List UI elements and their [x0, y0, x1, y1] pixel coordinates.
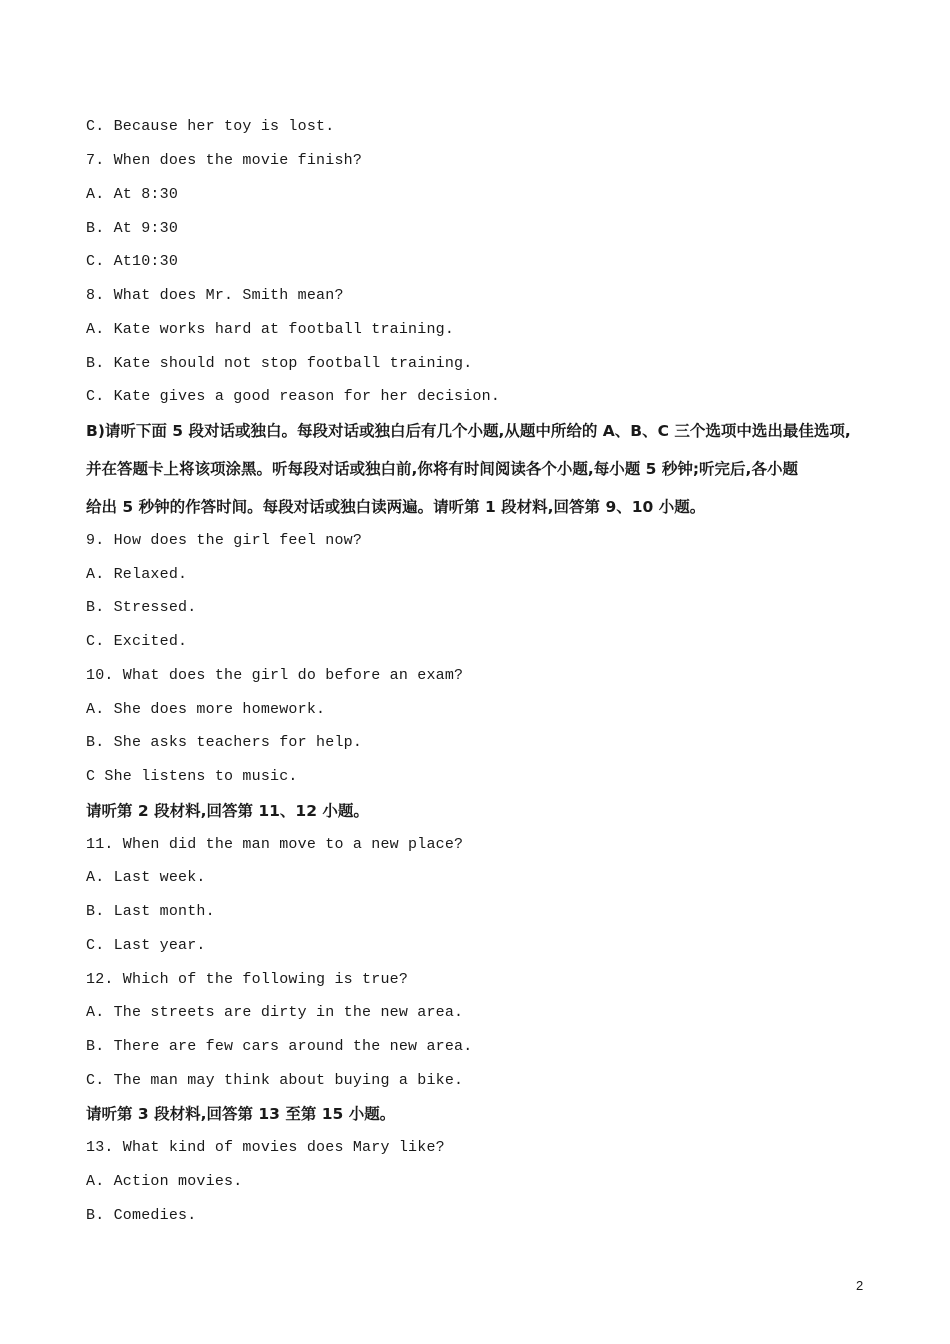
option-8a: A. Kate works hard at football training.: [86, 321, 455, 338]
option-10c: C She listens to music.: [86, 768, 298, 785]
option-11c: C. Last year.: [86, 937, 206, 954]
option-10a: A. She does more homework.: [86, 701, 326, 718]
section-instruction-3: 请听第 3 段材料,回答第 13 至第 15 小题。: [86, 1105, 396, 1123]
option-7c: C. At10:30: [86, 253, 179, 270]
option-9a: A. Relaxed.: [86, 566, 188, 583]
option-8c: C. Kate gives a good reason for her decision.: [86, 388, 501, 405]
option-8b: B. Kate should not stop football training.: [86, 355, 473, 372]
option-6c: C. Because her toy is lost.: [86, 118, 335, 135]
option-11b: B. Last month.: [86, 903, 215, 920]
question-7: 7. When does the movie finish?: [86, 152, 363, 169]
option-10b: B. She asks teachers for help.: [86, 734, 363, 751]
section-b-instruction-3: 给出 5 秒钟的作答时间。每段对话或独白读两遍。请听第 1 段材料,回答第 9、10 小题。: [86, 498, 706, 516]
section-b-instruction-2: 并在答题卡上将该项涂黑。听每段对话或独白前,你将有时间阅读各个小题,每小题 5 秒钟;听完后,各小题: [86, 460, 798, 478]
question-13: 13. What kind of movies does Mary like?: [86, 1139, 445, 1156]
option-13b: B. Comedies.: [86, 1207, 197, 1224]
question-11: 11. When did the man move to a new place?: [86, 836, 464, 853]
option-9c: C. Excited.: [86, 633, 188, 650]
option-13a: A. Action movies.: [86, 1173, 243, 1190]
option-7b: B. At 9:30: [86, 220, 179, 237]
question-8: 8. What does Mr. Smith mean?: [86, 287, 344, 304]
option-7a: A. At 8:30: [86, 186, 179, 203]
section-instruction-2: 请听第 2 段材料,回答第 11、12 小题。: [86, 802, 369, 820]
question-9: 9. How does the girl feel now?: [86, 532, 363, 549]
question-12: 12. Which of the following is true?: [86, 971, 409, 988]
page-number: 2: [856, 1278, 864, 1293]
section-b-instruction-1: B)请听下面 5 段对话或独白。每段对话或独白后有几个小题,从题中所给的 A、B、C 三个选项中选出最佳选项,: [86, 422, 851, 440]
option-11a: A. Last week.: [86, 869, 206, 886]
question-10: 10. What does the girl do before an exam?: [86, 667, 464, 684]
option-12c: C. The man may think about buying a bike.: [86, 1072, 464, 1089]
option-12a: A. The streets are dirty in the new area.: [86, 1004, 464, 1021]
option-9b: B. Stressed.: [86, 599, 197, 616]
option-12b: B. There are few cars around the new area.: [86, 1038, 473, 1055]
